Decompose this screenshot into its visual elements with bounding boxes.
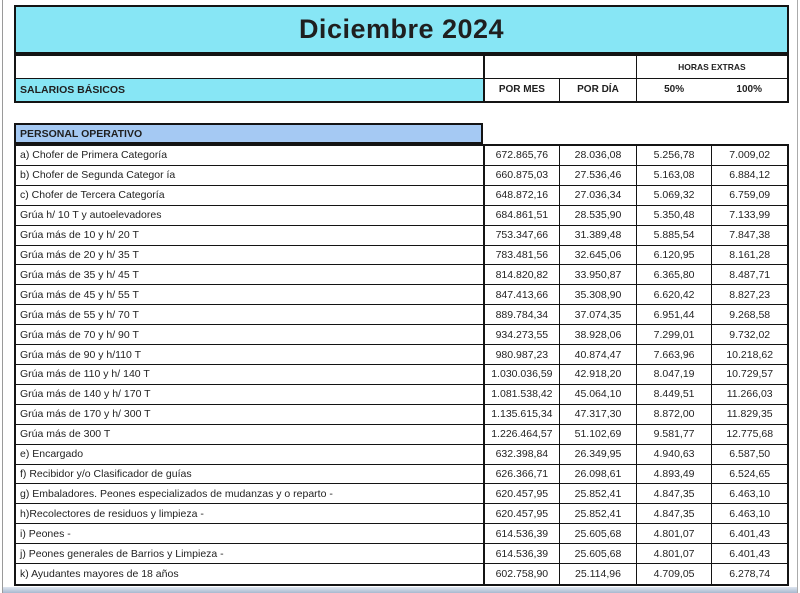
row-por-dia-value: 38.928,06 xyxy=(559,325,636,344)
row-por-mes-value: 1.081.538,42 xyxy=(483,385,560,404)
row-por-dia-value: 25.852,41 xyxy=(559,504,636,523)
row-category-label: Grúa más de 300 T xyxy=(20,428,111,441)
column-header-por-mes: POR MES xyxy=(483,79,560,101)
row-category-label: i) Peones - xyxy=(20,527,71,540)
row-50pct-value: 5.069,32 xyxy=(636,186,712,205)
table-row xyxy=(16,445,787,465)
table-row xyxy=(16,146,787,166)
table-row xyxy=(16,285,787,305)
row-category-label: Grúa más de 55 y h/ 70 T xyxy=(20,308,139,321)
row-por-dia-value: 28.535,90 xyxy=(559,206,636,225)
row-category-label: f) Recibidor y/o Clasificador de guías xyxy=(20,467,192,480)
row-category-label: Grúa más de 110 y h/ 140 T xyxy=(20,368,150,381)
row-por-mes-value: 614.536,39 xyxy=(483,544,560,563)
row-por-mes-value: 620.457,95 xyxy=(483,484,560,503)
row-50pct-value: 4.801,07 xyxy=(636,544,712,563)
row-100pct-value: 8.827,23 xyxy=(711,285,787,304)
row-100pct-value: 12.775,68 xyxy=(711,425,787,444)
row-por-dia-value: 47.317,30 xyxy=(559,405,636,424)
row-50pct-value: 6.951,44 xyxy=(636,305,712,324)
row-por-dia-value: 25.605,68 xyxy=(559,544,636,563)
table-row xyxy=(16,305,787,325)
row-category-label: Grúa más de 45 y h/ 55 T xyxy=(20,288,139,301)
row-50pct-value: 4.893,49 xyxy=(636,465,712,484)
row-por-mes-value: 889.784,34 xyxy=(483,305,560,324)
header-horas-extras: HORAS EXTRAS xyxy=(636,56,787,79)
table-row xyxy=(16,425,787,445)
row-100pct-value: 8.161,28 xyxy=(711,246,787,265)
row-por-dia-value: 32.645,06 xyxy=(559,246,636,265)
row-por-mes-value: 847.413,66 xyxy=(483,285,560,304)
row-por-mes-value: 602.758,90 xyxy=(483,564,560,584)
row-por-mes-value: 934.273,55 xyxy=(483,325,560,344)
row-por-dia-value: 51.102,69 xyxy=(559,425,636,444)
table-row xyxy=(16,405,787,425)
table-header xyxy=(14,54,789,103)
row-100pct-value: 9.268,58 xyxy=(711,305,787,324)
section-header-label: PERSONAL OPERATIVO xyxy=(20,127,143,140)
row-por-mes-value: 684.861,51 xyxy=(483,206,560,225)
row-por-mes-value: 648.872,16 xyxy=(483,186,560,205)
row-por-dia-value: 40.874,47 xyxy=(559,345,636,364)
window-bottom-edge xyxy=(3,587,797,593)
row-100pct-value: 10.729,57 xyxy=(711,365,787,384)
title-banner xyxy=(14,5,789,54)
section-header-personal-operativo xyxy=(14,123,483,144)
table-row xyxy=(16,345,787,365)
window-left-edge xyxy=(2,0,3,593)
row-category-label: a) Chofer de Primera Categoría xyxy=(20,149,168,162)
table-row xyxy=(16,484,787,504)
row-por-mes-value: 672.865,76 xyxy=(483,146,560,165)
table-row xyxy=(16,385,787,405)
row-50pct-value: 5.256,78 xyxy=(636,146,712,165)
column-header-50pct: 50% xyxy=(636,79,712,101)
row-por-dia-value: 27.536,46 xyxy=(559,166,636,185)
row-por-dia-value: 37.074,35 xyxy=(559,305,636,324)
row-50pct-value: 8.449,51 xyxy=(636,385,712,404)
table-row xyxy=(16,504,787,524)
row-50pct-value: 6.120,95 xyxy=(636,246,712,265)
row-100pct-value: 7.847,38 xyxy=(711,226,787,245)
row-50pct-value: 4.709,05 xyxy=(636,564,712,584)
row-por-mes-value: 814.820,82 xyxy=(483,265,560,284)
row-50pct-value: 8.047,19 xyxy=(636,365,712,384)
row-por-mes-value: 660.875,03 xyxy=(483,166,560,185)
row-category-label: b) Chofer de Segunda Categor ía xyxy=(20,169,176,182)
row-por-mes-value: 620.457,95 xyxy=(483,504,560,523)
row-100pct-value: 7.133,99 xyxy=(711,206,787,225)
header-empty-mid-cell xyxy=(483,56,636,79)
row-100pct-value: 6.587,50 xyxy=(711,445,787,464)
header-salarios-basicos: SALARIOS BÁSICOS xyxy=(16,79,483,101)
row-por-dia-value: 27.036,34 xyxy=(559,186,636,205)
row-por-dia-value: 45.064,10 xyxy=(559,385,636,404)
row-category-label: Grúa más de 35 y h/ 45 T xyxy=(20,268,139,281)
row-50pct-value: 5.350,48 xyxy=(636,206,712,225)
row-50pct-value: 7.299,01 xyxy=(636,325,712,344)
row-100pct-value: 6.401,43 xyxy=(711,524,787,543)
column-header-100pct: 100% xyxy=(736,84,762,96)
row-por-dia-value: 42.918,20 xyxy=(559,365,636,384)
row-por-dia-value: 33.950,87 xyxy=(559,265,636,284)
row-por-mes-value: 632.398,84 xyxy=(483,445,560,464)
salary-table-body xyxy=(14,144,789,586)
row-100pct-value: 6.884,12 xyxy=(711,166,787,185)
row-100pct-value: 11.266,03 xyxy=(711,385,787,404)
table-row xyxy=(16,246,787,266)
window-right-edge xyxy=(797,0,798,593)
row-50pct-value: 5.163,08 xyxy=(636,166,712,185)
row-50pct-value: 5.885,54 xyxy=(636,226,712,245)
table-row xyxy=(16,524,787,544)
row-100pct-value: 6.524,65 xyxy=(711,465,787,484)
row-100pct-value: 6.401,43 xyxy=(711,544,787,563)
row-category-label: Grúa más de 170 y h/ 300 T xyxy=(20,408,151,421)
table-row xyxy=(16,226,787,246)
row-category-label: j) Peones generales de Barrios y Limpieza - xyxy=(20,547,224,560)
row-50pct-value: 6.365,80 xyxy=(636,265,712,284)
table-row xyxy=(16,265,787,285)
row-por-mes-value: 1.226.464,57 xyxy=(483,425,560,444)
row-por-dia-value: 35.308,90 xyxy=(559,285,636,304)
row-100pct-value: 8.487,71 xyxy=(711,265,787,284)
row-50pct-value: 4.847,35 xyxy=(636,504,712,523)
row-50pct-value: 4.801,07 xyxy=(636,524,712,543)
row-100pct-value: 11.829,35 xyxy=(711,405,787,424)
page-title: Diciembre 2024 xyxy=(298,14,505,44)
row-category-label: Grúa más de 10 y h/ 20 T xyxy=(20,229,139,242)
row-50pct-value: 4.847,35 xyxy=(636,484,712,503)
row-category-label: Grúa más de 140 y h/ 170 T xyxy=(20,388,151,401)
row-50pct-value: 6.620,42 xyxy=(636,285,712,304)
row-por-dia-value: 25.114,96 xyxy=(559,564,636,584)
table-row xyxy=(16,186,787,206)
row-100pct-value: 6.463,10 xyxy=(711,484,787,503)
row-por-dia-value: 26.349,95 xyxy=(559,445,636,464)
row-por-dia-value: 25.852,41 xyxy=(559,484,636,503)
table-row xyxy=(16,465,787,485)
table-row xyxy=(16,325,787,345)
row-por-mes-value: 614.536,39 xyxy=(483,524,560,543)
row-category-label: h)Recolectores de residuos y limpieza - xyxy=(20,507,204,520)
column-header-por-dia: POR DÍA xyxy=(559,79,636,101)
row-100pct-value: 9.732,02 xyxy=(711,325,787,344)
row-por-dia-value: 25.605,68 xyxy=(559,524,636,543)
table-row xyxy=(16,564,787,584)
row-por-mes-value: 626.366,71 xyxy=(483,465,560,484)
row-por-dia-value: 31.389,48 xyxy=(559,226,636,245)
row-por-dia-value: 28.036,08 xyxy=(559,146,636,165)
row-category-label: Grúa más de 70 y h/ 90 T xyxy=(20,328,139,341)
row-category-label: g) Embaladores. Peones especializados de mudanzas y o reparto - xyxy=(20,487,333,500)
row-por-mes-value: 753.347,66 xyxy=(483,226,560,245)
table-row xyxy=(16,544,787,564)
row-por-mes-value: 783.481,56 xyxy=(483,246,560,265)
row-50pct-value: 7.663,96 xyxy=(636,345,712,364)
table-row xyxy=(16,206,787,226)
header-empty-cell xyxy=(16,56,483,79)
table-row xyxy=(16,365,787,385)
row-50pct-value: 8.872,00 xyxy=(636,405,712,424)
row-100pct-value: 6.759,09 xyxy=(711,186,787,205)
row-100pct-value: 6.463,10 xyxy=(711,504,787,523)
row-por-dia-value: 26.098,61 xyxy=(559,465,636,484)
row-100pct-value: 7.009,02 xyxy=(711,146,787,165)
row-por-mes-value: 1.030.036,59 xyxy=(483,365,560,384)
row-category-label: e) Encargado xyxy=(20,448,84,461)
row-category-label: k) Ayudantes mayores de 18 años xyxy=(20,568,179,581)
row-category-label: c) Chofer de Tercera Categoría xyxy=(20,189,165,202)
row-por-mes-value: 980.987,23 xyxy=(483,345,560,364)
table-row xyxy=(16,166,787,186)
row-category-label: Grúa más de 20 y h/ 35 T xyxy=(20,248,139,261)
row-category-label: Grúa h/ 10 T y autoelevadores xyxy=(20,209,162,222)
row-por-mes-value: 1.135.615,34 xyxy=(483,405,560,424)
row-100pct-value: 6.278,74 xyxy=(711,564,787,584)
row-100pct-value: 10.218,62 xyxy=(711,345,787,364)
row-50pct-value: 9.581,77 xyxy=(636,425,712,444)
row-50pct-value: 4.940,63 xyxy=(636,445,712,464)
row-category-label: Grúa más de 90 y h/110 T xyxy=(20,348,142,361)
